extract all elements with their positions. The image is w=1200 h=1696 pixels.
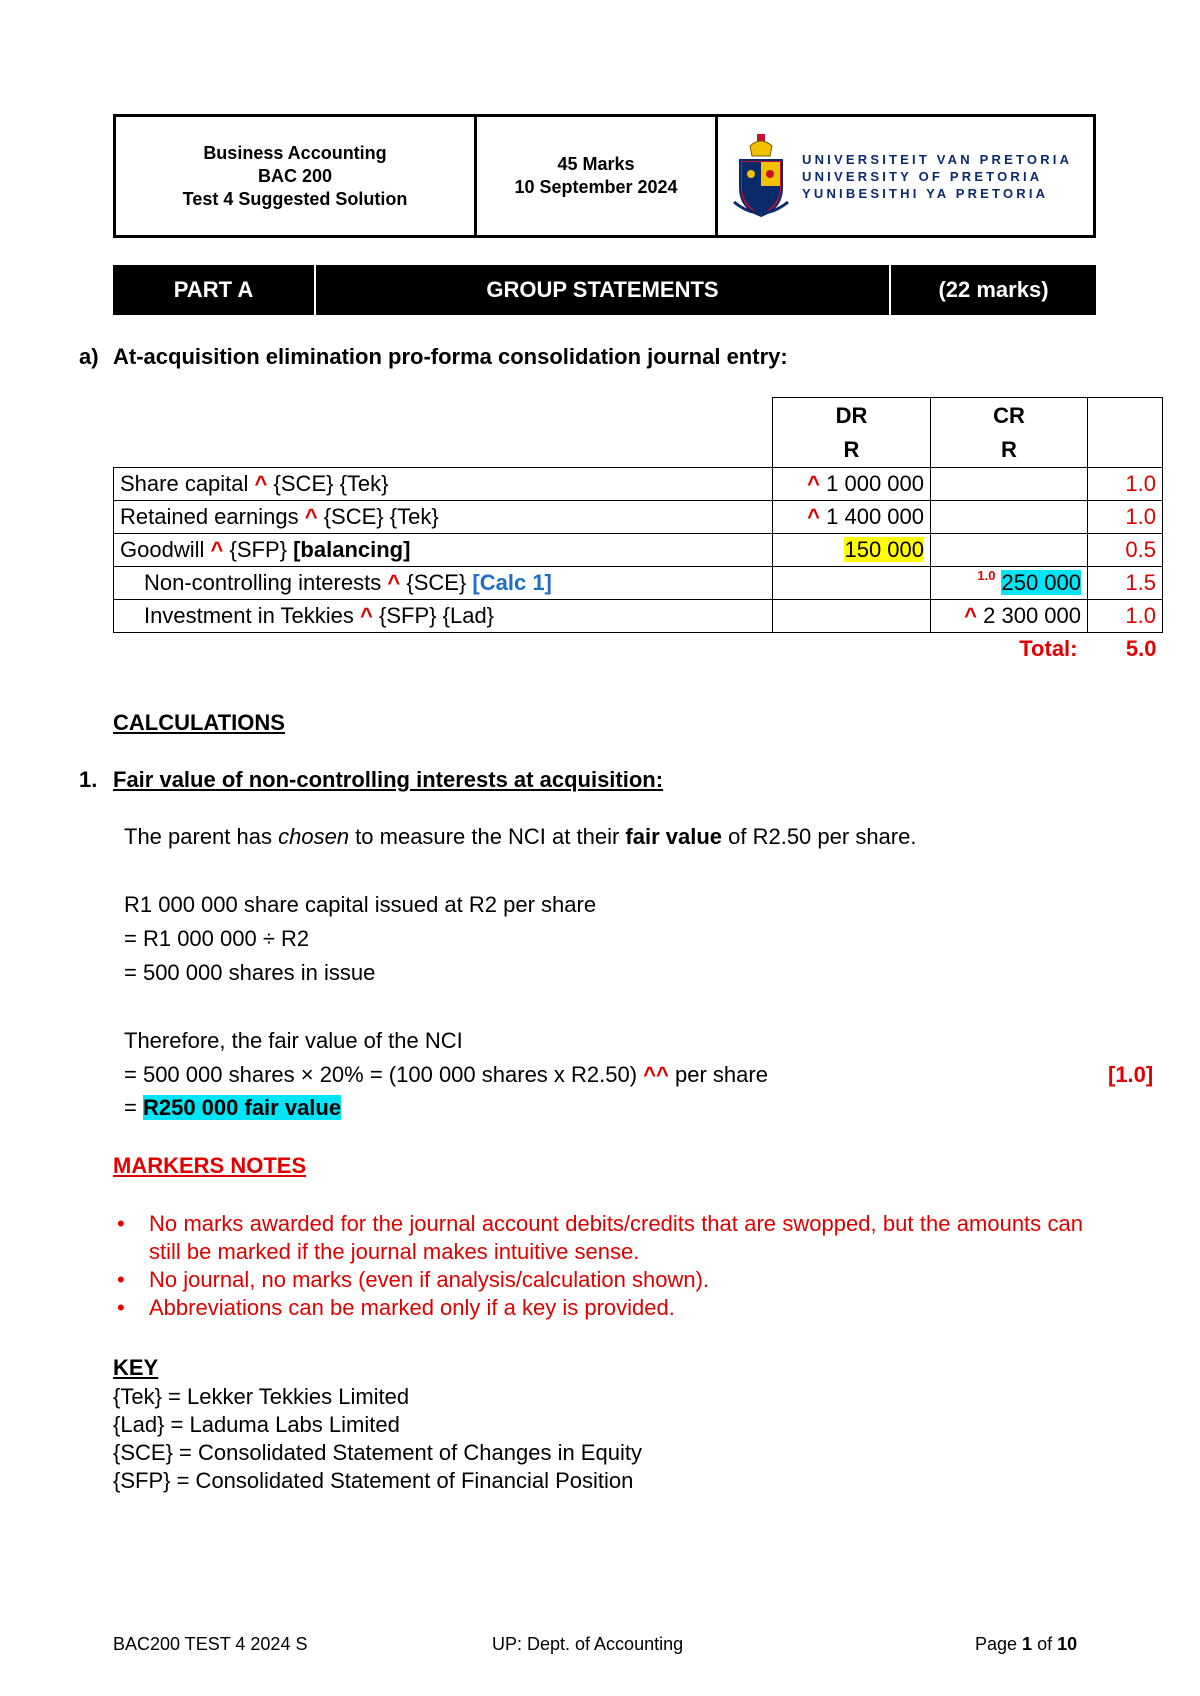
section-a-heading (79, 344, 788, 370)
calc-intro-paragraph (124, 824, 916, 850)
university-name (802, 151, 1072, 202)
dr-amount: 1 000 000 (826, 471, 924, 496)
journal-header-row (114, 398, 1163, 468)
list-item: • Abbreviations can be marked only if a key is provided. (113, 1294, 1083, 1322)
account-tags: {SCE} {Tek} (273, 471, 389, 496)
calc-item-number: 1. (79, 767, 98, 792)
total-marks: 45 Marks (557, 154, 635, 174)
key-heading: KEY (113, 1355, 159, 1380)
dr-cell (773, 468, 931, 501)
mark-cell: 1.0 (1088, 600, 1163, 633)
calc-line-5-text: = 500 000 shares × 20% = (100 000 shares x R2.50) (124, 1062, 644, 1087)
cr-cell (931, 567, 1088, 600)
total-label: Total: (1019, 636, 1078, 662)
account-cell (114, 567, 773, 600)
calc-intro-emphasis: chosen (278, 824, 350, 849)
test-title: Test 4 Suggested Solution (182, 188, 408, 209)
key-item: {Lad} = Laduma Labs Limited (113, 1412, 400, 1437)
dr-amount: 150 000 (844, 537, 924, 562)
mark-cell: 0.5 (1088, 534, 1163, 567)
account-tags: {SCE} {Tek} (323, 504, 439, 529)
page-current: 1 (1022, 1634, 1033, 1654)
key-item: {SFP} = Consolidated Statement of Financial Position (113, 1468, 634, 1493)
dr-currency: R (843, 436, 860, 462)
header-box (113, 114, 1096, 238)
university-crest-icon (732, 132, 790, 220)
calculations-heading: CALCULATIONS (113, 710, 285, 735)
dr-tick-mark: ^ (807, 471, 820, 496)
calc-line-5-mark: [1.0] (1108, 1062, 1154, 1087)
calc-intro-bold: fair value (625, 824, 723, 849)
account-name: Share capital (120, 471, 249, 496)
calc-intro-part-1: The parent has (124, 824, 279, 849)
table-row (114, 534, 1163, 567)
markers-notes-heading: MARKERS NOTES (113, 1153, 307, 1178)
logo-cell (718, 117, 1093, 235)
dr-cell (773, 567, 931, 600)
footer-left: BAC200 TEST 4 2024 S (113, 1634, 308, 1654)
mark-cell: 1.0 (1088, 501, 1163, 534)
calc-result: R250 000 fair value (142, 1095, 342, 1120)
dr-header-cell (773, 398, 931, 468)
course-cell (116, 117, 477, 235)
calc-line-5 (124, 1062, 768, 1088)
total-value: 5.0 (1125, 636, 1157, 662)
account-cell (114, 501, 773, 534)
page-total: 10 (1057, 1634, 1078, 1654)
university-name-english: UNIVERSITY OF PRETORIA (802, 168, 1043, 184)
account-tags: {SFP} {Lad} (379, 603, 495, 628)
calc-line-2: = R1 000 000 ÷ R2 (124, 926, 310, 951)
cr-amount: 2 300 000 (983, 603, 1081, 628)
list-item: • No journal, no marks (even if analysis/calculation shown). (113, 1266, 1083, 1294)
account-name: Non-controlling interests (144, 570, 382, 595)
balancing-note: [balancing] (293, 537, 411, 562)
calc-reference-link: [Calc 1] (472, 570, 552, 595)
marks-cell (477, 117, 718, 235)
page-word: Page (975, 1634, 1023, 1654)
cr-header-cell (931, 398, 1088, 468)
cr-mark: 1.0 (977, 568, 996, 583)
table-row (114, 501, 1163, 534)
account-tags: {SFP} (229, 537, 287, 562)
tick-mark: ^ (304, 504, 318, 529)
mark-cell: 1.5 (1088, 567, 1163, 600)
account-cell (114, 468, 773, 501)
calc-item-title: Fair value of non-controlling interests at acquisition: (113, 767, 664, 792)
test-date: 10 September 2024 (514, 177, 678, 197)
account-tags: {SCE} (406, 570, 467, 595)
cr-cell (931, 600, 1088, 633)
calc-line-3: = 500 000 shares in issue (124, 960, 376, 985)
table-row (114, 567, 1163, 600)
cr-cell (931, 534, 1088, 567)
page-of-word: of (1032, 1634, 1058, 1654)
part-bar (113, 265, 1096, 315)
cr-header: CR (993, 402, 1025, 428)
dr-cell (773, 501, 931, 534)
account-name: Goodwill (120, 537, 205, 562)
calc-line-5-suffix: per share (668, 1062, 768, 1087)
calc-line-6-eq: = (124, 1095, 143, 1120)
tick-mark: ^ (387, 570, 401, 595)
calc-line-1: R1 000 000 share capital issued at R2 per share (124, 892, 597, 917)
cr-currency: R (1001, 436, 1017, 462)
calc-intro-part-2: to measure the NCI at their (349, 824, 626, 849)
part-marks: (22 marks) (938, 277, 1049, 302)
part-title: GROUP STATEMENTS (316, 265, 891, 315)
account-cell (114, 600, 773, 633)
course-code: BAC 200 (257, 165, 333, 186)
tick-mark: ^ (210, 537, 224, 562)
markers-notes-list (113, 1210, 1083, 1322)
journal-table (113, 397, 1163, 666)
page-number (975, 1634, 1077, 1655)
tick-mark: ^ (360, 603, 373, 628)
cr-tick-mark: ^ (964, 603, 977, 628)
calc-line-4: Therefore, the fair value of the NCI (124, 1028, 463, 1053)
calc-line-5-tick: ^^ (643, 1062, 669, 1087)
mark-cell: 1.0 (1088, 468, 1163, 501)
section-a-title: At-acquisition elimination pro-forma consolidation journal entry: (113, 344, 788, 369)
university-name-afrikaans: UNIVERSITEIT VAN PRETORIA (802, 151, 1073, 167)
course-name: Business Accounting (203, 142, 387, 163)
key-item: {Tek} = Lekker Tekkies Limited (113, 1384, 410, 1409)
tick-mark: ^ (254, 471, 268, 496)
dr-header: DR (835, 402, 868, 428)
calc-line-6 (124, 1095, 341, 1121)
key-list (113, 1383, 642, 1495)
dr-amount: 1 400 000 (826, 504, 924, 529)
university-name-sepedi: YUNIBESITHI YA PRETORIA (802, 185, 1049, 201)
cr-cell (931, 501, 1088, 534)
footer-center: UP: Dept. of Accounting (492, 1634, 684, 1654)
part-label: PART A (113, 265, 316, 315)
calc-intro-part-3: of R2.50 per share. (722, 824, 917, 849)
table-row (114, 600, 1163, 633)
total-row (114, 633, 1163, 666)
dr-cell (773, 534, 931, 567)
cr-cell (931, 468, 1088, 501)
key-item: {SCE} = Consolidated Statement of Changes in Equity (113, 1440, 642, 1465)
account-name: Retained earnings (120, 504, 299, 529)
dr-tick-mark: ^ (807, 504, 820, 529)
cr-amount: 250 000 (1001, 570, 1081, 595)
dr-cell (773, 600, 931, 633)
list-item: • No marks awarded for the journal account debits/credits that are swopped, but the amounts can still be marked if the journal makes intuitive sense. (113, 1210, 1083, 1266)
account-cell (114, 534, 773, 567)
table-row (114, 468, 1163, 501)
account-name: Investment in Tekkies (144, 603, 354, 628)
section-a-label: a) (79, 344, 99, 369)
